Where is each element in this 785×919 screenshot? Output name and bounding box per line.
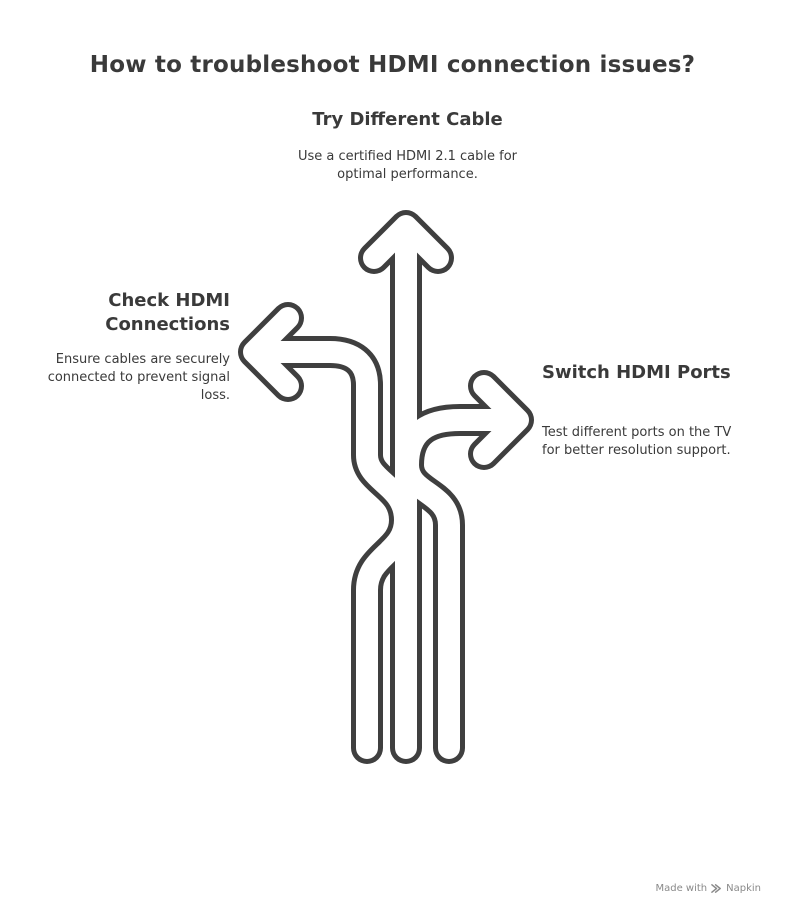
left-arrow-shaft-fill [268,352,405,748]
left-branch-description: Ensure cables are securely connected to prevent signal loss. [47,352,230,403]
top-branch-description: Use a certified HDMI 2.1 cable for optimal performance. [297,149,518,182]
napkin-logo-icon [711,883,722,894]
made-with-label: Made with [655,883,708,894]
napkin-brand-label: Napkin [726,883,761,894]
diagram-title: How to troubleshoot HDMI connection issues? [89,52,696,78]
right-branch-description: Test different ports on the TV for better resolution support. [542,425,732,458]
left-branch-heading: Check HDMI Connections [105,290,230,335]
top-branch-heading: Try Different Cable [312,109,503,130]
right-branch-heading: Switch HDMI Ports [542,362,731,383]
made-with-napkin-credit[interactable] [655,883,761,894]
